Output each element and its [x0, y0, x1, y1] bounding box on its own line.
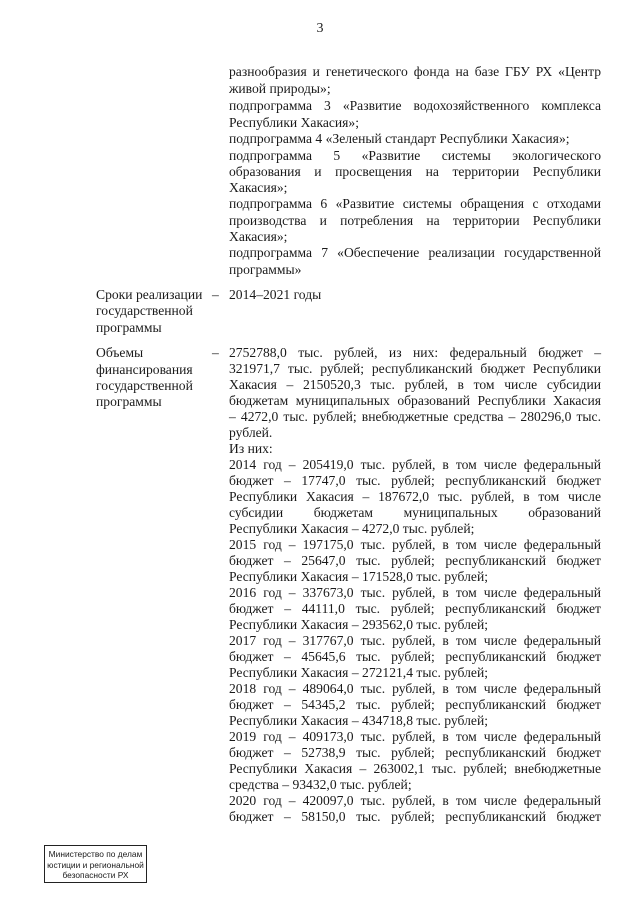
volumes-line: бюджет – 58150,0 тыс. рублей; республиканский бюджет	[229, 809, 601, 824]
volumes-line: Республики Хакасия – 293562,0 тыс. рублей;	[229, 617, 488, 632]
volumes-line: 2019 год – 409173,0 тыс. рублей, в том числе федеральный	[229, 729, 601, 744]
text-line: образования и просвещения на территории Республики	[229, 164, 601, 179]
text-line: подпрограмма 6 «Развитие системы обращения с отходами	[229, 196, 601, 211]
volumes-line: Из них:	[229, 441, 273, 456]
ministry-stamp	[44, 845, 147, 883]
text-line: разнообразия и генетического фонда на базе ГБУ РХ «Центр	[229, 64, 601, 79]
volumes-line: средства – 93432,0 тыс. рублей;	[229, 777, 412, 792]
text-line: Хакасия»;	[229, 180, 288, 195]
volumes-line: 321971,7 тыс. рублей; республиканский бюджет Республики	[229, 361, 601, 376]
volumes-line: 2018 год – 489064,0 тыс. рублей, в том числе федеральный	[229, 681, 601, 696]
terms-label-line: государственной	[96, 303, 193, 318]
volumes-line: Хакасия – 2150520,3 тыс. рублей, в том числе субсидии	[229, 377, 601, 392]
page-number: 3	[316, 21, 324, 36]
volumes-line: 2016 год – 337673,0 тыс. рублей, в том числе федеральный	[229, 585, 601, 600]
terms-value: 2014–2021 годы	[229, 287, 322, 302]
volumes-line: 2014 год – 205419,0 тыс. рублей, в том числе федеральный	[229, 457, 601, 472]
terms-label-line: Сроки реализации	[96, 287, 203, 302]
volumes-line: 2017 год – 317767,0 тыс. рублей, в том числе федеральный	[229, 633, 601, 648]
volumes-line: бюджет – 54345,2 тыс. рублей; республиканский бюджет	[229, 697, 601, 712]
volumes-dash: –	[212, 345, 219, 360]
volumes-line: бюджет – 17747,0 тыс. рублей; республиканский бюджет	[229, 473, 601, 488]
text-line: подпрограмма 7 «Обеспечение реализации государственной	[229, 245, 601, 260]
text-line: Республики Хакасия»;	[229, 115, 360, 130]
terms-label-line: программы	[96, 320, 162, 335]
volumes-line: 2015 год – 197175,0 тыс. рублей, в том числе федеральный	[229, 537, 601, 552]
volumes-line: – 4272,0 тыс. рублей; внебюджетные средства – 280296,0 тыс.	[229, 409, 601, 424]
volumes-line: бюджет – 25647,0 тыс. рублей; республиканский бюджет	[229, 553, 601, 568]
stamp-line: Министерство по делам	[48, 849, 143, 859]
volumes-line: бюджетам муниципальных образований Республики Хакасия	[229, 393, 601, 408]
terms-dash: –	[212, 287, 219, 302]
volumes-line: рублей.	[229, 425, 273, 440]
text-line: подпрограмма 3 «Развитие водохозяйственного комплекса	[229, 98, 601, 113]
volumes-label-line: программы	[96, 394, 162, 409]
volumes-line: 2752788,0 тыс. рублей, из них: федеральный бюджет –	[229, 345, 601, 360]
volumes-line: бюджет – 45645,6 тыс. рублей; республиканский бюджет	[229, 649, 601, 664]
volumes-line: Республики Хакасия – 263002,1 тыс. рублей; внебюджетные	[229, 761, 601, 776]
volumes-line: бюджет – 44111,0 тыс. рублей; республиканский бюджет	[229, 601, 601, 616]
volumes-line: субсидии бюджетам муниципальных образований	[229, 505, 601, 520]
text-line: подпрограмма 5 «Развитие системы экологического	[229, 148, 601, 163]
volumes-label-line: государственной	[96, 378, 193, 393]
volumes-line: Республики Хакасия – 171528,0 тыс. рублей;	[229, 569, 488, 584]
text-line: подпрограмма 4 «Зеленый стандарт Республики Хакасия»;	[229, 131, 570, 146]
stamp-line: юстиции и региональной	[47, 859, 144, 870]
volumes-line: 2020 год – 420097,0 тыс. рублей, в том числе федеральный	[229, 793, 601, 808]
volumes-line: Республики Хакасия – 434718,8 тыс. рублей;	[229, 713, 488, 728]
text-line: программы»	[229, 262, 302, 277]
volumes-label-line: финансирования	[96, 362, 193, 377]
text-line: производства и потребления на территории Республики	[229, 213, 601, 228]
text-line: Хакасия»;	[229, 229, 288, 244]
volumes-line: Республики Хакасия – 187672,0 тыс. рублей, в том числе	[229, 489, 601, 504]
volumes-line: Республики Хакасия – 4272,0 тыс. рублей;	[229, 521, 475, 536]
volumes-label-line: Объемы	[96, 345, 144, 360]
volumes-line: Республики Хакасия – 272121,4 тыс. рублей;	[229, 665, 488, 680]
text-line: живой природы»;	[229, 81, 331, 96]
volumes-line: бюджет – 52738,9 тыс. рублей; республиканский бюджет	[229, 745, 601, 760]
stamp-line: безопасности РХ	[62, 870, 129, 880]
